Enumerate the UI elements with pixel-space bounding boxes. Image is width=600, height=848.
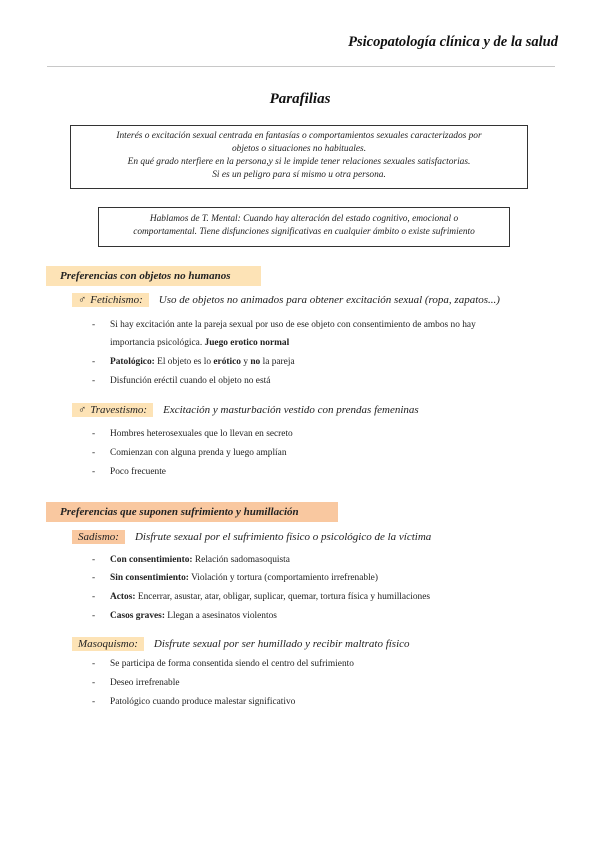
male-symbol-icon: ♂ (78, 294, 87, 306)
definition-line: objetos o situaciones no habituales. (231, 144, 367, 154)
mental-disorder-box (98, 207, 510, 247)
section-heading-objetos: Preferencias con objetos no humanos (46, 266, 261, 286)
sadismo-label: Sadismo: (72, 530, 125, 544)
sadismo-description: Disfrute sexual por el sufrimiento físico o psicológico de la víctima (134, 531, 432, 543)
section-heading-sufrimiento: Preferencias que suponen sufrimiento y humillación (46, 502, 338, 522)
mental-disorder-line: comportamental. Tiene disfunciones significativas en cualquier ámbito o existe sufrimiento (133, 227, 475, 237)
mental-disorder-line: Hablamos de T. Mental: Cuando hay alteración del estado cognitivo, emocional o (149, 214, 459, 224)
masoquismo-label: Masoquismo: (72, 637, 144, 651)
header-divider (47, 66, 555, 67)
fetichismo-description: Uso de objetos no animados para obtener excitación sexual (ropa, zapatos...) (158, 294, 500, 306)
masoquismo-description: Disfrute sexual por ser humillado y recibir maltrato físico (153, 638, 410, 650)
definition-box (70, 125, 528, 189)
definition-line: Interés o excitación sexual centrada en fantasías o comportamientos sexuales caracterizados por (116, 131, 482, 141)
fetichismo-label: ♂ Fetichismo: (72, 293, 149, 307)
travestismo-description: Excitación y masturbación vestido con prendas femeninas (163, 404, 419, 416)
subsection-sadismo (72, 531, 431, 543)
definition-line: En qué grado nterfiere en la persona,y si le impide tener relaciones sexuales satisfactorias. (127, 157, 471, 167)
subsection-fetichismo (72, 294, 500, 306)
definition-line: Si es un peligro para sí mismo u otra persona. (212, 170, 386, 180)
subsection-travestismo (72, 404, 419, 416)
travestismo-label: ♂ Travestismo: (72, 403, 153, 417)
document-header-title: Psicopatología clínica y de la salud (348, 34, 558, 50)
subsection-masoquismo (72, 638, 410, 650)
page-title: Parafilias (269, 91, 331, 107)
male-symbol-icon: ♂ (78, 404, 87, 416)
